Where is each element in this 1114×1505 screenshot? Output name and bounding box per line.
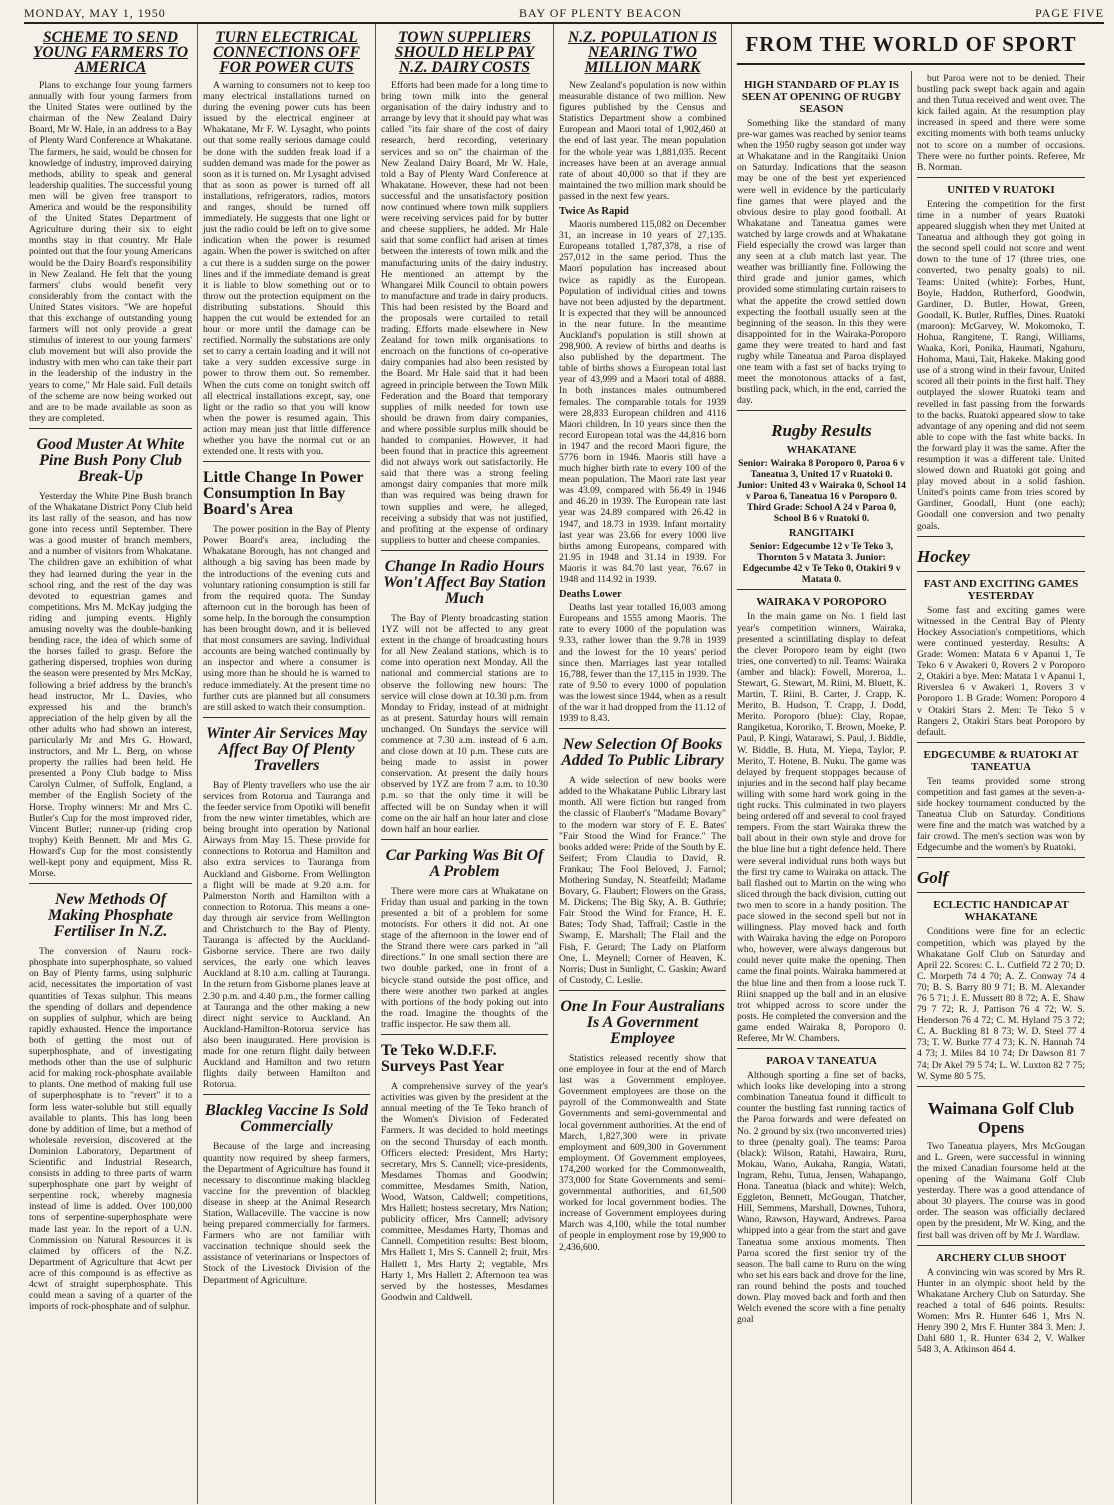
sport-body: Two Taneatua players, Mrs McGougan and L. Green, were successful in winning the mixed Canadian foursome held at the opening of the Waimana Golf Club yesterday. There was a good attendance of about 30 players. The course was in good order. The season was officially declared open by the president, Mr W. King, and the first ball was driven off by Mr J. Wardlaw.: [916, 1140, 1085, 1241]
article-body: New Zealand's population is now within measurable distance of two million. New figures published by the Census and Statistics Department show a combined European and Maori total of 1,902,460 at the end of last year. The mean population for the whole year was 1,881,035. Recent increases have been at an average annual rate of about 40,000 so that if they are maintained the two million mark should be passed in the next few years.: [559, 80, 726, 202]
article-body: A comprehensive survey of the year's activities was given by the president at the annual meeting of the Te Teko branch of the Women's Division of Federated Farmers. It was decided to hold meetings on the second Thursday of each month. Officers elected: President, Mrs Harty; secretary, Mrs S. Cannell; vice-presidents, Mesdames Thomas and Goodwin; committee, Mesdames Smith, Nation, Wood, Watson, Caldwell; competitions, Mrs Hallett; hostess secretary, Mrs Nation; publicity officer, Mrs Cannell; advisory committee, Mesdames Harty, Thomas and Cannell. Competition results: Best bloom, Mrs Hallett 1, Mrs S. Cannell 2; fruit, Mrs Hallett 1, Mrs Harty 2; vegtable, Mrs Harty 1, Mrs Hallett 2. Afternoon tea was served by the hostesses, Mesdames Goodwin and Caldwell.: [381, 1081, 548, 1303]
article-headline: New Selection Of Books Added To Public Library: [561, 736, 724, 770]
article-rule: [381, 839, 548, 840]
article-headline: Te Teko W.D.F.F. Surveys Past Year: [381, 1042, 504, 1076]
column-4: [554, 24, 732, 1504]
columns: [24, 24, 1104, 1504]
article-rule: [203, 1094, 370, 1095]
results-list: Senior: Wairaka 8 Poroporo 0, Paroa 6 v Taneatua 3, United 17 v Ruatoki 0. Junior: United 43 v Wairaka 0, School 14 v Paroa 6, Taneatua 16 v Poroporo 0. Third Grade: School A 24 v Paroa 0, School B 6 v Ruatoki 0.: [737, 458, 906, 525]
sport-headline: ECLECTIC HANDICAP AT WHAKATANE: [933, 899, 1069, 924]
article-rule: [381, 550, 548, 551]
sport-headline: ARCHERY CLUB SHOOT: [935, 1251, 1066, 1264]
sport-body: Some fast and exciting games were witnessed in the Central Bay of Plenty Hockey Association's competitions, which were continued yesterday. Results: A Grade: Women: Matata 6 v Apanui 1, Te Teko 6 v Awakeri 0, Rovers 2 v Poroporo 2, Otakiri a bye. Men: Matata 1 v Apanui 1, Riverslea 6 v Awakeri 1, Rovers 3 v Poroporo 1. B Grade: Women: Poroporo 4 v Otakiri Stars 2. Men: Te Teko 5 v Rangers 2, Otakiri Stars beat Poroporo by default.: [916, 604, 1085, 738]
issue-date: MONDAY, MAY 1, 1950: [24, 5, 166, 20]
sport-headline: UNITED V RUATOKI: [947, 183, 1055, 196]
article-rule: [381, 1034, 548, 1035]
sport-body: In the main game on No. 1 field last year's competition winners, Wairaka, presented a scintillating display to defeat the clever Poroporo team by eight (two tries, one converted) to nil. Teams: Wairaka (amber and black): Fowell, Moreroa, L. Stewart, G. Stewart, M. Riini, M. Bluett, K. Martin, T. Riini, B. Carter, J. Crapp, K. Merito, B. Hudson, T. Crapp, J. Dodd, Merito. Poroporo (blue): Clay, Ropae, Rangiketua, Kororiko, T. Brown, Moeke, P. Paul, P. Kingi, Watarawi, S. Paul, J. Biddle, W. Biddle, B. Huta, M. Yiepa, Taylor, P. Merito, T. Hotene, B. Nuku. The game was delayed by frequent stoppages because of injuries and in the second half play became willing with some hard work going in the tight rucks. This culminated in two players being ordered off and several to cool frayed tempers. From the start Wairaka threw the ball about in their own style and drove for the blue line but a tight defence held. There were several individual runs both ways but the first try came to Wairaka on attack. The ball flashed out to Martin on the wing who sliced through the back division, cutting out two men to score in a handy position. The pace slowed in the second spell but not in willingness. Play moved back and forth with Wairaka having the edge on Poroporo who, however, were always dangerous but could never quite make the opening. Then came the final points. Wairaka hammered at the blue line and then from a loose ruck T. Riini snapped up the ball and in an elusive trot whipped across to score under the posts. He completed the conversion and the game ended Wairaka 8, Poroporo 0. Referee, Mr W. Chambers.: [737, 611, 906, 1044]
article-headline: Winter Air Services May Affect Bay Of Plenty Travellers: [205, 724, 368, 774]
sport-body: A convincing win was scored by Mrs R. Hunter in an olympic shoot held by the Whakatane Archery Club on Saturday. She reached a total of 646 points. Results: Women: Mrs R. Hunter 646 1, Mrs N. Henry 390 2, Mrs F. Hunter 384 3. Men: J. Dahl 680 1, R. Hunter 634 2, V. Walker 548 3, A. Atkinson 464 4.: [916, 1266, 1085, 1356]
article-body: Because of the large and increasing quantity now required by sheep farmers, the Department of Agriculture has found it necessary to discontinue making blackleg vaccine for the prevention of blackleg disease in sheep at the Animal Research Station, Wallaceville. The vaccine is now being prepared commercially for farmers. Farmers who are not familiar with vaccination technique should seek the assistance of veterinarians or Inspectors of Stock of the Livestock Division of the Department of Agriculture.: [203, 1141, 370, 1286]
column-6: [912, 71, 1085, 1504]
article-body: Bay of Plenty travellers who use the air services from Rotorua and Tauranga and the feeder service from Opotiki will benefit from the new winter timetables, which are being brought into operation by National Airways from May 15. These provide for connections to Rotorua and Hamilton and also extra services to Tauranga from Auckland and Gisborne. From Wellington a flight will be made at 9.20 a.m. for Palmerston North and Hamilton with a connection to Rotorua. This means a one-day through air service from Wellington and Christchurch to the Bay of Plenty. Tauranga is affected by the Auckland-Gisborne service. There are two daily services, the early one which leaves Auckland at 8.10 a.m. calling at Tauranga. In the return from Gisborne planes leave at 2.30 p.m. and 4.40 p.m., the former calling at Tauranga and the other making a new direct night service to Auckland. An Auckland-Hamilton-Rotorua service has also been inaugurated. Here provision is made for one return flight daily between Auckland and Hamilton and two return flights daily between Hamilton and Rotorua.: [203, 779, 370, 1091]
sport-section-title: Rugby Results: [771, 421, 872, 441]
sport-rule: [917, 536, 1085, 537]
article-headline: Little Change In Power Consumption In Bay Board's Area: [203, 469, 364, 519]
article-body: Maoris numbered 115,082 on December 31, an increase in 10 years of 27,135. Europeans totalled 1,787,378, a rise of 257,012 in the same period. Thus the Maori population has increased about twice as rapidly as the European. Population of individual cities and towns have not been adjusted by the department. It is expected that they will be announced in the near future. In the meantime Auckland's population is still shown at 298,900. A review of births and deaths is also published by the department. The table of births shows a European total last year of 43,999 and a Maori total of 4888. In both instances males outnumbered females. The comparable totals for 1939 were 28,833 European children and 4116 Maori children. In 10 years since then the record European total was the 44,816 born in 1947 and the record Maori figure, the 5776 born in 1946. Maoris still have a much higher birth rate to every 100 of the mean population. The Maori rate last year was 43.09, compared with 56.49 in 1946 and 46.20 in 1939. The European rate last year was 24.89 compared with 26.42 in 1947, and 18.73 in 1939. Infant mortality last year was 23.66 for every 1000 live births among Europeans, compared with 21.95 in 1948 and 31.14 in 1939. For Maoris it was 84.70 last year, 76.67 in 1948 and 114.92 in 1939.: [559, 219, 726, 586]
article-rule: [203, 717, 370, 718]
sport-body: Conditions were fine for an eclectic competition, which was played by the Whakatane Golf Club on Saturday and April 22. Scores: C. L. Cutfield 72 2 70; D. C. Morpeth 74 4 70; A. Z. Conway 74 4 70; B. S. Barry 80 9 71; B. M. Alexander 76 5 71; J. E. Mussett 80 8 72; A. E. Shaw 79 7 72; R. J. Pattison 76 4 72; W. S. Henderson 76 4 72; C. M. Hyland 75 3 72; C. A. Buckling 81 8 73; W. D. Steel 77 4 73; T. W. Burke 77 4 73; K. N. Hannah 74 4 73; J. Miles 84 10 74; Dr Dawson 81 7 74; Dr Akel 79 5 74; L. W. Luxton 82 7 75; W. Syme 80 5 75.: [916, 926, 1085, 1082]
article-rule: [559, 728, 726, 729]
article-headline: SCHEME TO SEND YOUNG FARMERS TO AMERICA: [32, 29, 189, 76]
article-body: Yesterday the White Pine Bush branch of the Whakatane District Pony Club held its last rally of the season, and has now gone into recess until September. There was a good muster of branch members, and a number of visitors from Whakatane. The children gave an exhibition of what they had learned during the year in the school ring, and the rest of the day was devoted to equestrian games and competitions. Mrs M. McKay judging the riding and jumping events. Highly amusing novelty was the double-banking bending race, the idea of which some of the horses failed to grasp. Before the gathering dispersed, trophies won during the season were presented by Mrs McKay, following a brief address by the branch's head instructor, Mr L. Davies, who expressed his and the branch's appreciation of the help given by all the other adults who had shown an interest, particularly Mr and Mrs G. Howard, instructors, and Mr L. Berg, on whose property the rallies had been held. He presented a Pony Club badge to Miss Carolyn Culmer, of Suffolk, England, a member of the English Society of the Horse. Trophy winners: Mr and Mrs C. Butler's Cup for the most improved rider, Vincent Butler; runner-up (riding crop trophy) Keith Bennett. Mr and Mrs G. Howard's Cup for the most consistently well-kept pony and equipment, Miss R. Morse.: [29, 490, 192, 880]
sport-headline: Waimana Golf Club Opens: [927, 1098, 1075, 1137]
sport-headline: FAST AND EXCITING GAMES YESTERDAY: [923, 577, 1079, 602]
sport-body: Ten teams provided some strong competition and fast games at the seven-a-side hockey tournament conducted by the Taneatua Club on Saturday. Conditions were fine and the match was watched by a fair crowd. The men's section was won by Edgecumbe and the women's by Ruatoki.: [916, 775, 1085, 854]
article-body: Plans to exchange four young farmers annually with four young farmers from the United States were outlined by the chairman of the New Zealand Dairy Board, Mr W. Hale, in an address to a Bay of Plenty Ward Conference at Whakatane. The farmers, he said, would be chosen for knowledge of industry, improved dairying methods, ability to speak and general leadership qualities. The successful young men will be given free transport to America and would be the responsibility of the United States Department of Agriculture during their six to eight months stay in that country. Mr Hale pointed out that the four young Americans would be the Dairy Board's responsibility in New Zealand. He felt that the young farmers' clubs would benefit very considerably from the contact with the United States visitors. "We are hopeful that this exchange of outstanding young farmers will not only provide a great stimulus of interest to our young farmers' club movement but will also provide the industry with men who can take their part in the leadership of the industry in the years to come," Mr Hale said. Full details of the scheme are now being worked out and are to be made available as soon as they are completed.: [29, 80, 192, 424]
article-body: The Bay of Plenty broadcasting station 1YZ will not be affected to any great extent in the change of broadcasting hours for all New Zealand stations, which is to come into operation next Monday. All the national and commercial stations are to observe the following new hours: The service will close down at 10.30 p.m. from Monday to Friday, instead of at midnight as at present. Saturday hours will remain unchanged. On Sundays the service will commence at 7.30 a.m. instead of 6 a.m. and close down at 10 p.m. These cuts are being made to assist in power conservation. At present the daily hours observed by 1YZ are from 7 a.m. to 10.30 p.m. so that the only time it will be affected will be on Sunday when it will come on the air half an hour later and close down half an hour earlier.: [381, 612, 548, 835]
sport-section-title: Golf: [916, 868, 949, 888]
column-5: [737, 71, 912, 1504]
sport-body: Although sporting a fine set of backs, which looks like developing into a strong combination Taneatua found it difficult to counter the bustling fast running tactics of the Paroa forwards and were defeated on No. 2 ground by six (two unconverted tries) to three (penalty goal). The teams: Paroa (black): Wilson, Ratahi, Hawaira, Ruru, Mokau, Wano, Aukaha, Rangia, Watati, Ingram, Rehu, Tutua, Jensen, Wahapango, Hona. Taneatua (black and white): Welch, Eggleton, Bennett, McGougan, Thatcher, Hill, Semmens, Marshall, Downes, Tuhora, Wano, Rawson, Hayward, Andrews. Paroa whipped into a gear from the start and gave Taneatua some anxious moments. Then Paroa scored the first senior try of the season. The ball came to Ruru on the wing who set his ears back and drove for the line, ran round behind the posts and touched down. Play moved back and forth and then Welch evened the score with a fine penalty goal: [737, 1070, 906, 1326]
sport-rule: [737, 589, 906, 590]
article-rule: [203, 461, 370, 462]
article-headline: New Methods Of Making Phosphate Fertiliser In N.Z.: [48, 891, 173, 941]
sport-headline: HIGH STANDARD OF PLAY IS SEEN AT OPENING OF RUGBY SEASON: [741, 79, 902, 115]
sport-rule: [917, 177, 1085, 178]
sport-rule: [917, 892, 1085, 893]
column-3: [376, 24, 554, 1504]
article-body: A warning to consumers not to keep too many electrical installations turned on during the evening power cuts has been issued by the electrical engineer at Whakatane, Mr F. W. Lysaght, who points out that some really serious damage could be done with the sudden freak load if a sudden demand was made for the power as soon as it is turned on. Mr Lysaght advised that as soon as power is turned off all installations, refrigerators, radios, motors and ranges, should be turned off immediately. He suggests that one light or just the radio could be left on to give some indication when the power is resumed again. When the power is switched on after a cut there is a sudden surge on the power lines and if the immediate demand is great it is liable to blow something out or to throw out the protection equipment on the distributing substations. Should this happen the cut would be extended for an hour or more until the damage can be rectified. Normally the substations are only set to carry a certain loading and it will not take a very sudden excessive surge in power to throw them out. So remember. When the cuts come on tonight switch off all electrical installations except, say, one light or the radio so that you will know when the power is resumed again. This action may mean just that little difference whether you have the normal cut or an extended one. It rests with you.: [203, 80, 370, 458]
sport-body: Something like the standard of many pre-war games was reached by senior teams when the 1950 rugby season got under way at Whakatane and in the Rangitaiki Union on Saturday. Indications that the season may be one of the best yet experienced were well in evidence by the particularly fine games that were played and the obvious desire to play good football. At Whakatane and Taneatua games were watched by large crowds and at Whakatane Field especially the crowd was larger than any seen at a club match last year. The weather was brilliantly fine. Following the third grade and junior games, which provided some stimulating curtain raisers to what the appetite the crowd settled down expecting the football usually seen at the beginning of the season. In this they were disappointed for in the Wairaka-Poroporo game they were treated to hard and fast rugby while Taneatua and Paroa displayed one team with a fast set of backs trying to meet the monotonous attacks of a fast, bustling pack, which, in the end, carried the day.: [737, 118, 906, 407]
results-heading: RANGITAIKI: [788, 528, 855, 540]
article-body: Efforts had been made for a long time to bring town milk into the general organisation of the dairy industry and to arrange by levy that it should pay what was called "its fair share of the cost of dairy research, herd recording, veterinary services and so on" the chairman of the New Zealand Dairy Board, Mr W. Hale, told a Bay of Plenty Ward Conference at Whakatane. However, these had not been successful and the unsatisfactory position now continued where town milk suppliers were receiving services paid for by butter and cheese suppliers, he added. Mr Hale said that some conflict had arisen at times between the interests of town milk and the manufacturing units of the dairy industry. He mentioned an attempt by the Whangarei Milk Council to obtain powers to manufacture and trade in dairy products. This had been resisted by the Board and the proposals were curtailed to retail trading. Efforts made elsewhere in New Zealand for town milk organisations to encroach on the functions of co-operative dairy companies had also been resisted by the Board. Mr Hale said that it had been agreed in principle between the Town Milk Federation and the Board that temporary supplies of milk needed for town use should be drawn from dairy companies, and where possible surplus milk should be handed to companies. However, it had been found that in practice this agreement did not always work out satisfactorily. He said that there was a strong feeling amongst dairy companies that more milk than was required was being drawn for town supplies and were, he alleged, receiving a subsidy that was not justified, and profiting at the expense of ordinary suppliers to butter and cheese companies.: [381, 80, 548, 546]
sport-rule: [917, 1245, 1085, 1246]
sport-rule: [737, 1048, 906, 1049]
sport-rule: [917, 742, 1085, 743]
article-rule: [29, 428, 192, 429]
article-body: The conversion of Nauru rock-phosphate into superphosphate, so valued on Bay of Plenty farms, using sulphuric acid, necessitates the importation of vast quantities of Texas sulphur. This means the spending of dollars and dependence on supplies of sulphur, which are being rapidly exhausted. Hence the importance both of getting the most out of superphosphate, and of investigating methods other than the use of sulphuric acid for making rock-phosphate available to plants. One method of making full use of superphosphate is to "revert" it to a form less water-soluble but still equally available to plants. This has long been done by addition of lime, but a method of wholesale reversion, discovered at the Dominion Laboratory, Department of Scientific and Industrial Research, consists in adding to three parts of warm superphosphate one part by weight of serpentine rock, whereby magnesia instead of lime is added. Over 100,000 tons of serpentine-superphosphate were made last year. In the report of a U.N. Commission on Natural Resources it is claimed by officers of the N.Z. Department of Agriculture that 4cwt per acre of this compound is as effective as 4cwt of straight superphosphate. This could mean a saving of a quarter of the imports of rock-phosphate and of sulphur.: [29, 946, 192, 1313]
article-body: There were more cars at Whakatane on Friday than usual and parking in the town presented a bit of a problem for some motorists. For others it did not. At one stage of the afternoon in the lower end of the Strand there were cars parked in "all directions." In one small section there are two double parked, one in front of a bicycle stand outside the post office, and there were another two parked at angles with portions of the body poking out into the road. Imagine the thoughts of the traffic inspector. He saw them all.: [381, 885, 548, 1030]
sport-section-title: Hockey: [916, 546, 970, 566]
column-2: [198, 24, 376, 1504]
article-rule: [29, 883, 192, 884]
article-headline: Change In Radio Hours Won't Affect Bay Station Much: [383, 557, 546, 607]
article-headline: One In Four Australians Is A Government Employee: [560, 997, 725, 1047]
article-headline: N.Z. POPULATION IS NEARING TWO MILLION MARK: [568, 29, 717, 76]
sport-headline: EDGECUMBE & RUATOKI AT TANEATUA: [923, 748, 1079, 773]
article-subhead: Twice As Rapid: [559, 206, 629, 218]
sport-rule: [917, 1086, 1085, 1087]
sport-headline: WAIRAKA V POROPORO: [756, 596, 887, 609]
sport-section: [732, 24, 1090, 1504]
article-body: The power position in the Bay of Plenty Power Board's area, including the Whakatane Borough, has not changed and although a big saving has been made by the introductions of the evening cuts and voluntary rationing consumption is still far from the required quota. The Sunday afternoon cut in the borough has been of some help. In the borough the consumption has been brought down, and it is believed that most consumers are saving. Individual accounts are being watched continually by an inspector and where a consumer is using more than he should he is warned to reduce immediately. At the present time no further cuts are planned but all consumers are still asked to watch their consumption.: [203, 524, 370, 713]
article-body: A wide selection of new books were added to the Whakatane Public Library last month. All were fiction but ranged from the classic of Flaubert's "Madame Bovary" to the modern war story of F. E. Bates' "Fair Stood the Wind for France." The books added were: Pride of the South by E. Seifert; From Claudia to David, R. Frankau; The Fool Beloved, J. Farnol; Mothering Sunday, N. Steatfeild; Madame Bovary, G. Flaubert; Flowers on the Grass, M. Dickens; The Big Sky, A. B. Guthrie; Fair Stood the Wind for France, H. E. Bates; Tody Shad, Taffrail; Castle in the Swamp, E. Marshall; The Flail and the Fish, F. Gerard; The Lady on Platform One, L. Meynell; Corner of Heaven, K. Norris; Dust in Sunlight, C. Gaskin; Award of Custody, C. Leslie.: [559, 775, 726, 986]
sport-body: but Paroa were not to be denied. Their bustling pack swept back again and again and then Tutua received and went over. The kick failed again. At the resumption play increased in speed and there were some exciting moments with both teams unlucky not to score on a number of occasions. There were no further points. Referee, Mr B. Norman.: [916, 73, 1085, 173]
sport-columns: [737, 71, 1085, 1504]
article-headline: Car Parking Was Bit Of A Problem: [385, 846, 544, 880]
results-heading: WHAKATANE: [786, 445, 857, 457]
column-1: [24, 24, 198, 1504]
article-headline: TOWN SUPPLIERS SHOULD HELP PAY N.Z. DAIRY COSTS: [394, 29, 535, 76]
article-subhead: Deaths Lower: [559, 589, 622, 601]
sport-banner: FROM THE WORLD OF SPORT: [737, 26, 1085, 65]
sport-headline: PAROA V TANEATUA: [766, 1055, 877, 1068]
article-headline: Good Muster At White Pine Bush Pony Club Break-Up: [36, 435, 185, 485]
sport-rule: [917, 857, 1085, 858]
article-headline: TURN ELECTRICAL CONNECTIONS OFF FOR POWER CUTS: [213, 29, 360, 76]
page-number: PAGE FIVE: [1035, 5, 1104, 20]
masthead: [24, 4, 1104, 24]
article-headline: Blackleg Vaccine Is Sold Commercially: [204, 1102, 369, 1136]
paper-name: BAY OF PLENTY BEACON: [518, 5, 682, 20]
results-list: Senior: Edgecumbe 12 v Te Teko 3, Thornton 5 v Matata 3. Junior: Edgecumbe 42 v Te Teko 0, Otakiri 9 v Matata 0.: [742, 541, 901, 586]
sport-rule: [737, 410, 906, 411]
article-body: Statistics released recently show that one employee in four at the end of March last was a Government employee. Government employees are those on the payroll of the Commonwealth and State Governments and semi-governmental and local government authorities. At the end of March, 1,827,300 were in private employment and 609,300 in Government employment. Of Government employees, 174,200 worked for the Commonwealth, 373,000 for State Governments and semi-governmental authorities, and 61,500 worked for local government bodies. The increase of Government employees during March was 4,100, while the total number of people in employment rose by 19,900 to 2,436,600.: [559, 1052, 726, 1253]
article-body: Deaths last year totalled 16,003 among Europeans and 1555 among Maoris. The rate to every 1000 of the population was 9.33, rather lower than the 9.78 in 1939 and the lowest for the 10 years' period since then. Marriages last year totalled 16,788, fewer than the 17,115 in 1939. The rate of 9.50 to every 1000 of population was the lowest since 1944, when as a result of the war it had dropped from the 11.12 of 1939 to 8.43.: [559, 602, 726, 725]
sport-body: Entering the competition for the first time in a number of years Ruatoki appeared sluggish when they met United at Taneatua and although they got going in the second spell could not score and went down to the tune of 17 (three tries, one converted, two penalty goals) to nil. Teams: United (white): Forbes, Hunt, Boyle, Haddon, Rutherford, Goodwin, Gardiner, D. Butler, Howat, Green, Goodall, K. Butler, Ruffles, Dines. Ruatoki (maroon): McGarvey, W. Mokomoko, T. Hohua, Rangitene, T. Rangi, Williams, Waaka, Kori, Ponika, Haumati, Ngahuru, Hohoma, Maui, Tait, Hakeke. Making good use of a strong wind in their favour, United scored all their points in the first half. They outplayed the slower Ruatoki team and revelled in fast passing from the forwards to the backs. Ruatoki appeared slow to take advantage of any opening and did not seem able to cope with the fast white backs. In the forward play it was the same. After the resumption it was a different tale. United slowed down and Ruatoki got going and play moved about in a solid fashion. United's points came from tries scored by Gardiner, Goodall, Hunt (one each); Goodall one conversion and two penalty goals.: [916, 198, 1085, 532]
article-rule: [559, 990, 726, 991]
sport-rule: [917, 571, 1085, 572]
